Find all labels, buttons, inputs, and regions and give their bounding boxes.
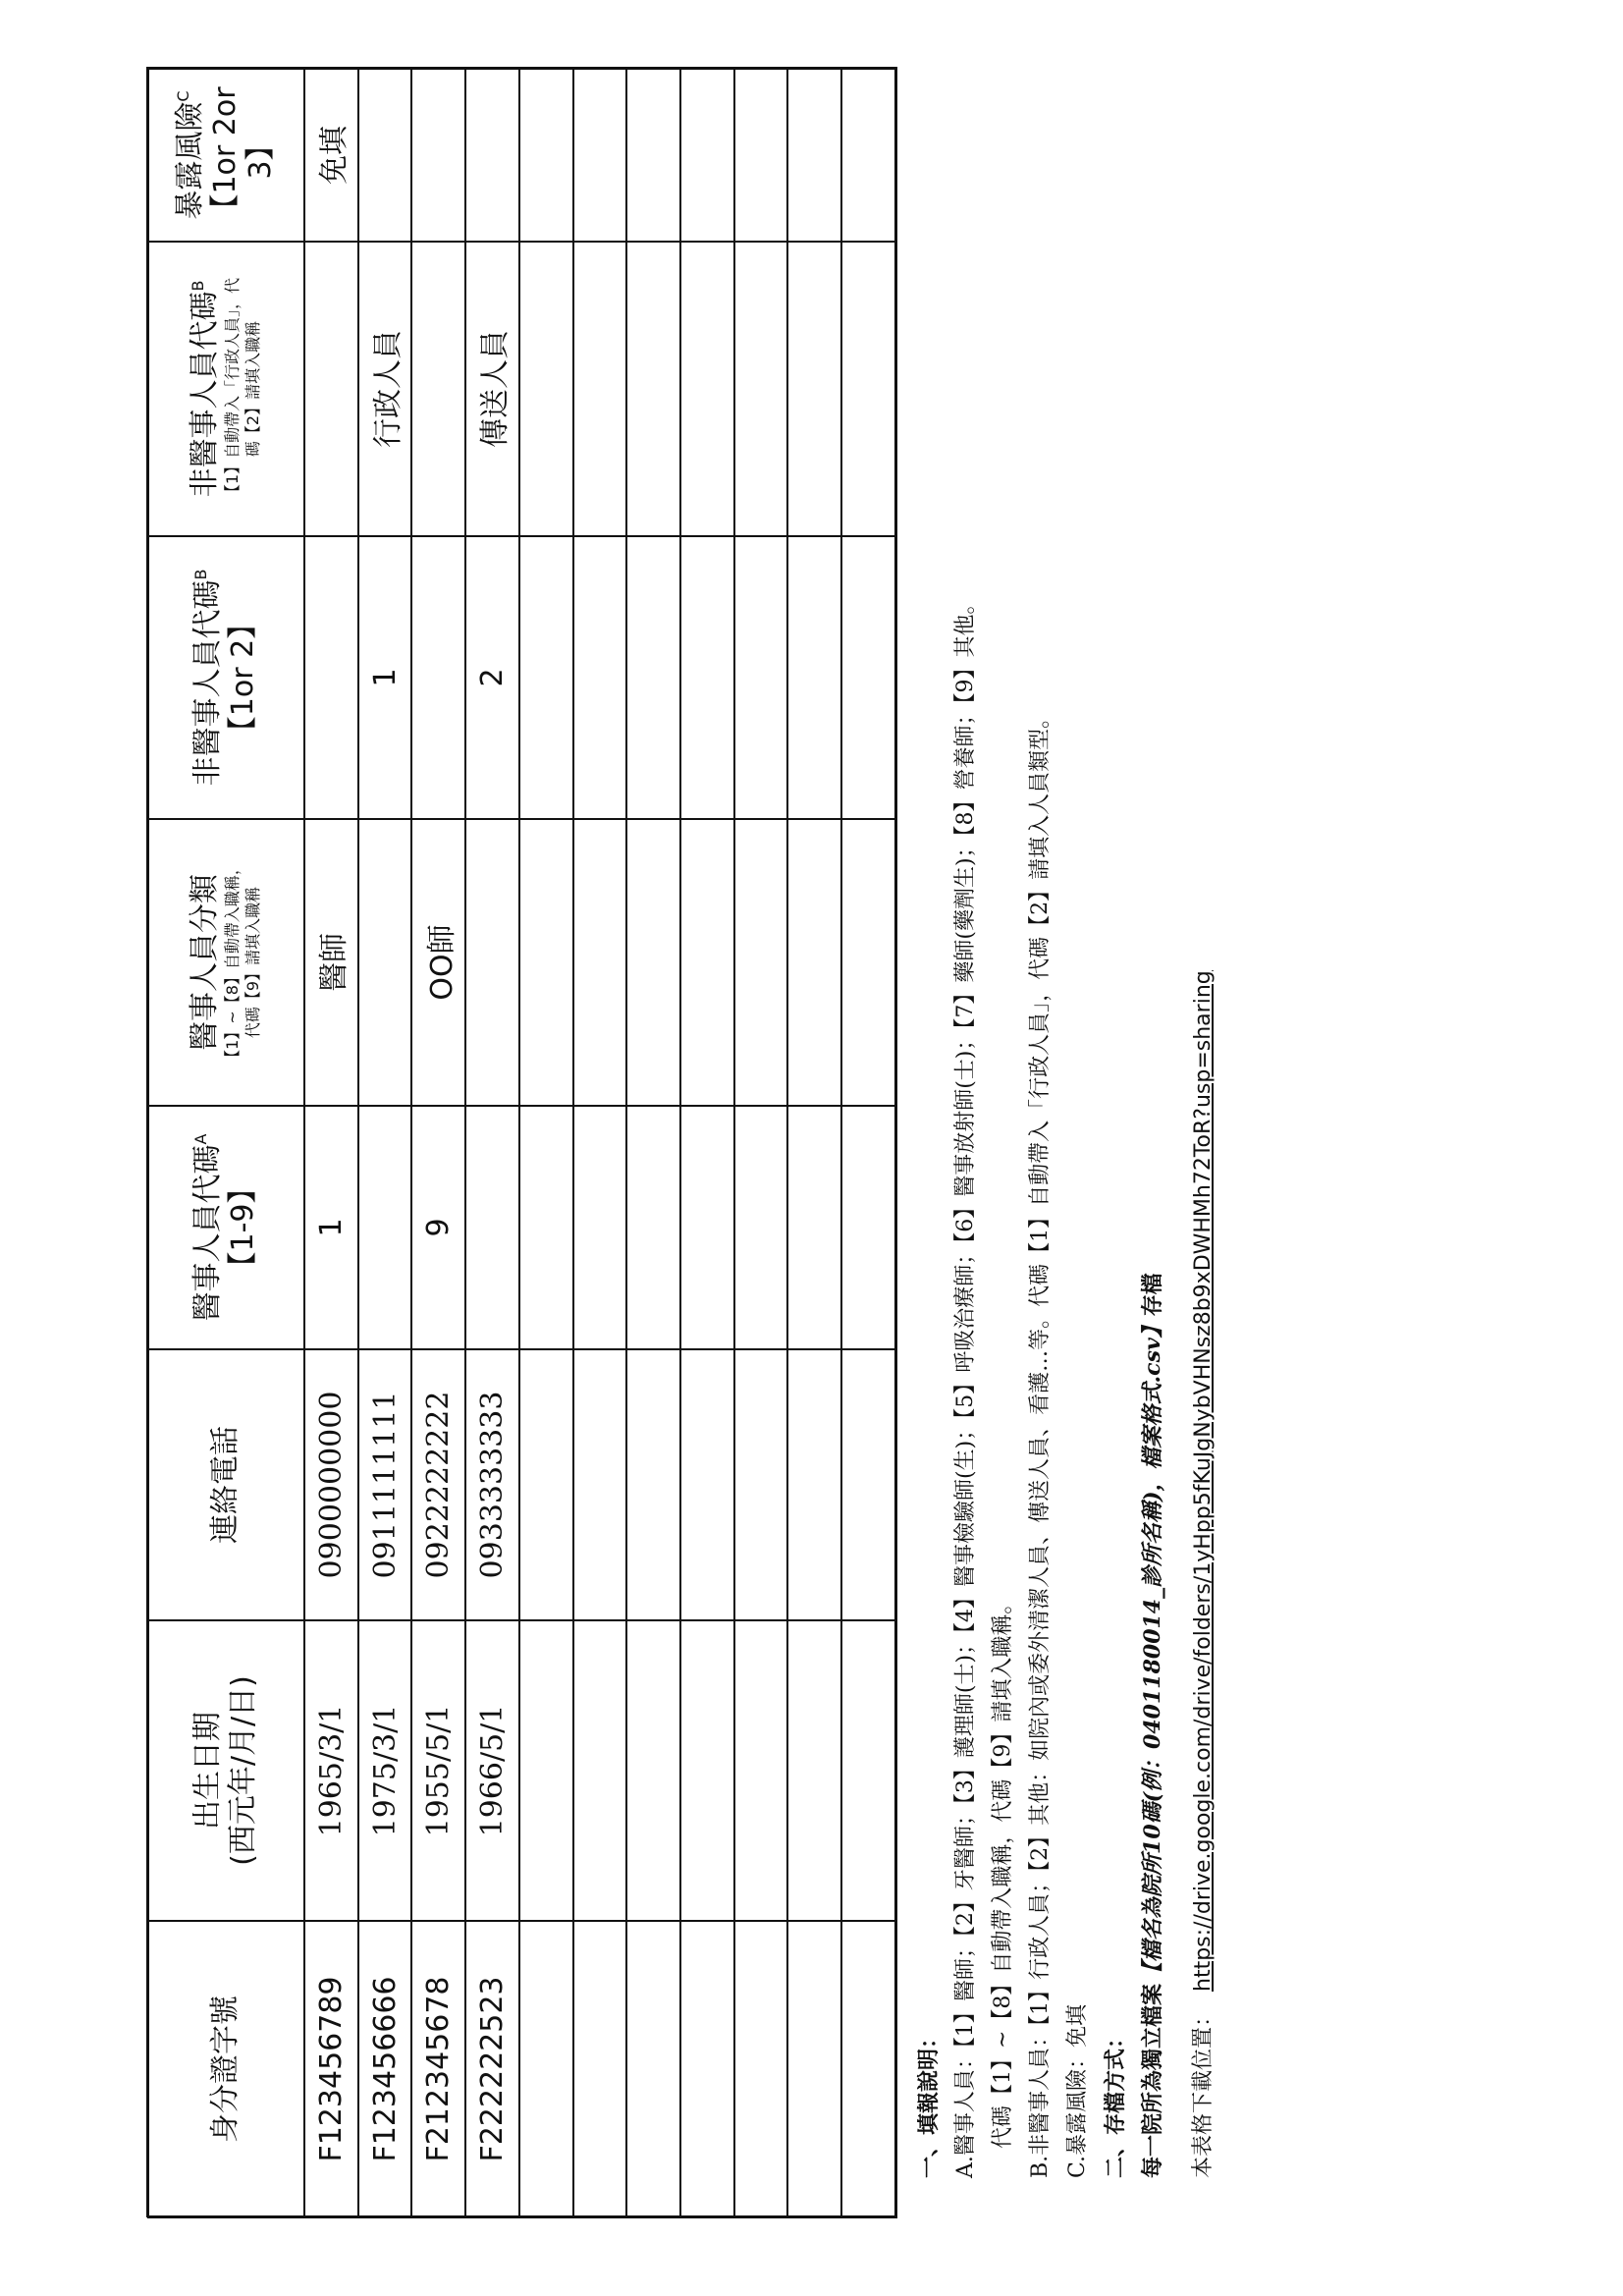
save-filename-rule: 【檔名為院所10碼(例：0401180014_診所名稱)，檔案格式.csv】 (1140, 1316, 1165, 1984)
note-a-line-2: 代碼【1】~【8】自動帶入職稱，代碼【9】請填入職稱。 (991, 1592, 1015, 2149)
table-cell (734, 1620, 788, 1921)
table-cell (411, 242, 465, 536)
column-header-title: 身分證字號 (208, 1995, 243, 2143)
table-cell (841, 1349, 895, 1620)
table-cell (734, 1349, 788, 1620)
column-header-title: 出生日期 (190, 1712, 225, 1830)
table-cell (358, 69, 412, 242)
table-cell (787, 1620, 841, 1921)
table-cell (734, 69, 788, 242)
table-cell (411, 536, 465, 819)
table-cell (519, 1106, 573, 1349)
table-cell (626, 69, 680, 242)
table-cell: F123456789 (313, 1976, 349, 2162)
column-header-footnote-mark: A (191, 1133, 210, 1145)
column-header-note: 代碼【9】請填入職稱 (243, 886, 262, 1039)
table-cell (787, 242, 841, 536)
table-cell (519, 1921, 573, 2217)
staff-form-table (147, 69, 895, 2217)
table-cell (841, 69, 895, 242)
table-cell: 1 (313, 1218, 349, 1237)
column-header-range: (西元年/月/日) (226, 1675, 260, 1866)
column-header-note: 碼【2】請填入職稱 (243, 320, 262, 458)
table-cell: 2 (474, 668, 510, 687)
table-cell (465, 1106, 519, 1349)
column-header-range: 【1-9】 (226, 1174, 260, 1282)
table-cell (680, 1349, 734, 1620)
table-cell (573, 1349, 627, 1620)
table-cell: 1965/3/1 (313, 1704, 349, 1837)
table-cell (573, 536, 627, 819)
table-cell (841, 1620, 895, 1921)
table-cell (411, 69, 465, 242)
table-cell (841, 1106, 895, 1349)
table-cell: 1975/3/1 (367, 1704, 403, 1837)
table-cell (787, 1921, 841, 2217)
save-prefix: 每一院所為獨立檔案 (1140, 1983, 1165, 2178)
table-cell (573, 242, 627, 536)
column-header-footnote-mark: C (174, 90, 192, 102)
table-cell (304, 242, 358, 536)
table-cell: F222222523 (474, 1976, 510, 2162)
table-cell (680, 1921, 734, 2217)
column-header-title: 連絡電話 (208, 1426, 243, 1544)
table-cell (787, 1106, 841, 1349)
table-cell (519, 1620, 573, 1921)
table-cell (734, 242, 788, 536)
table-cell: 行政人員 (371, 330, 406, 448)
column-header-range: 【1or 2or 3】 (208, 86, 278, 224)
table-cell (734, 1921, 788, 2217)
table-cell (573, 69, 627, 242)
table-cell (626, 1921, 680, 2217)
column-header (147, 1106, 304, 1349)
table-cell: 1955/5/1 (421, 1704, 457, 1837)
table-cell (680, 536, 734, 819)
table-cell (465, 819, 519, 1106)
table-cell: F123456666 (367, 1976, 403, 2162)
table-cell (573, 819, 627, 1106)
table-cell (626, 1349, 680, 1620)
table-cell (626, 819, 680, 1106)
notes-heading-1: 一、填報說明： (916, 2026, 942, 2178)
download-label: 本表格下載位置： (1191, 2004, 1216, 2178)
table-cell: 0922222222 (421, 1391, 457, 1579)
table-cell (465, 69, 519, 242)
column-header-title: 非醫事人員代碼 (188, 291, 223, 498)
column-header-note: 【1】~【8】自動帶入職稱， (223, 859, 243, 1066)
column-header (147, 69, 304, 242)
table-cell: OO師 (424, 924, 460, 1001)
download-location (1193, 67, 1230, 2178)
table-cell (358, 819, 412, 1106)
table-cell (626, 242, 680, 536)
table-cell (734, 536, 788, 819)
column-header-title: 醫事人員分類 (188, 874, 223, 1051)
column-header-title: 暴露風險 (173, 101, 207, 220)
table-cell (304, 536, 358, 819)
table-cell (841, 1921, 895, 2217)
column-header (147, 1921, 304, 2217)
table-cell (787, 536, 841, 819)
table-cell: 1 (367, 668, 403, 687)
column-header-title: 醫事人員代碼 (190, 1144, 225, 1322)
table-cell (519, 819, 573, 1106)
column-header-title: 非醫事人員代碼 (190, 579, 225, 787)
table-cell (573, 1106, 627, 1349)
column-header-note: 【1】自動帶入「行政人員」，代 (223, 277, 243, 501)
table-cell (787, 1349, 841, 1620)
save-instruction (1142, 67, 1179, 2178)
table-cell: F212345678 (421, 1976, 457, 2162)
table-cell (680, 819, 734, 1106)
table-cell (519, 536, 573, 819)
table-cell (787, 819, 841, 1106)
table-cell (519, 1349, 573, 1620)
column-header (147, 1620, 304, 1921)
table-cell (841, 242, 895, 536)
notes-section (918, 67, 1230, 2178)
table-cell (680, 69, 734, 242)
table-cell: 1966/5/1 (474, 1704, 510, 1837)
column-header-footnote-mark: B (189, 280, 208, 292)
table-cell: 9 (421, 1218, 457, 1237)
table-cell (680, 1106, 734, 1349)
table-cell (626, 1106, 680, 1349)
table-cell (626, 1620, 680, 1921)
save-suffix: 存檔 (1140, 1273, 1165, 1317)
table-cell (734, 819, 788, 1106)
table-cell (573, 1620, 627, 1921)
table-cell: 醫師 (317, 933, 352, 992)
table-cell (626, 536, 680, 819)
download-link[interactable]: https://drive.google.com/drive/folders/1yHpp5fKuJgNybVHNsz8b9xDWHMh72ToR?usp=sharing (1191, 970, 1216, 1992)
column-header-footnote-mark: B (191, 569, 210, 580)
table-cell: 傳送人員 (478, 330, 514, 448)
note-b-line: B.非醫事人員：【1】行政人員；【2】其他：如院內或委外清潔人員、傳送人員、看護…等。代碼【1】自動帶入「行政人員」，代碼【2】請填入人員類型。 (1028, 706, 1053, 2178)
column-header (147, 819, 304, 1106)
table-cell (680, 1620, 734, 1921)
table-cell (734, 1106, 788, 1349)
table-cell: 0933333333 (474, 1391, 510, 1579)
table-cell (519, 242, 573, 536)
column-header (147, 242, 304, 536)
table-cell: 0900000000 (313, 1391, 349, 1579)
table-cell (358, 1106, 412, 1349)
notes-heading-2: 二、存檔方式： (1103, 2026, 1128, 2178)
column-header (147, 1349, 304, 1620)
table-cell (519, 69, 573, 242)
table-cell (841, 819, 895, 1106)
table-cell (841, 536, 895, 819)
table-cell (680, 242, 734, 536)
table-cell: 0911111111 (367, 1391, 403, 1579)
table-cell (573, 1921, 627, 2217)
table-cell: 免填 (317, 126, 352, 185)
column-header-range: 【1or 2】 (226, 609, 260, 746)
note-a-line-1: A.醫事人員：【1】醫師；【2】牙醫師；【3】護理師(士)；【4】醫事檢驗師(生)；【5】呼吸治療師；【6】醫事放射師(士)；【7】藥師(藥劑生)；【8】營養師；【9】其他。 (953, 592, 978, 2178)
note-c-line: C.暴露風險：免填 (1065, 2003, 1090, 2178)
table-cell (787, 69, 841, 242)
column-header (147, 536, 304, 819)
